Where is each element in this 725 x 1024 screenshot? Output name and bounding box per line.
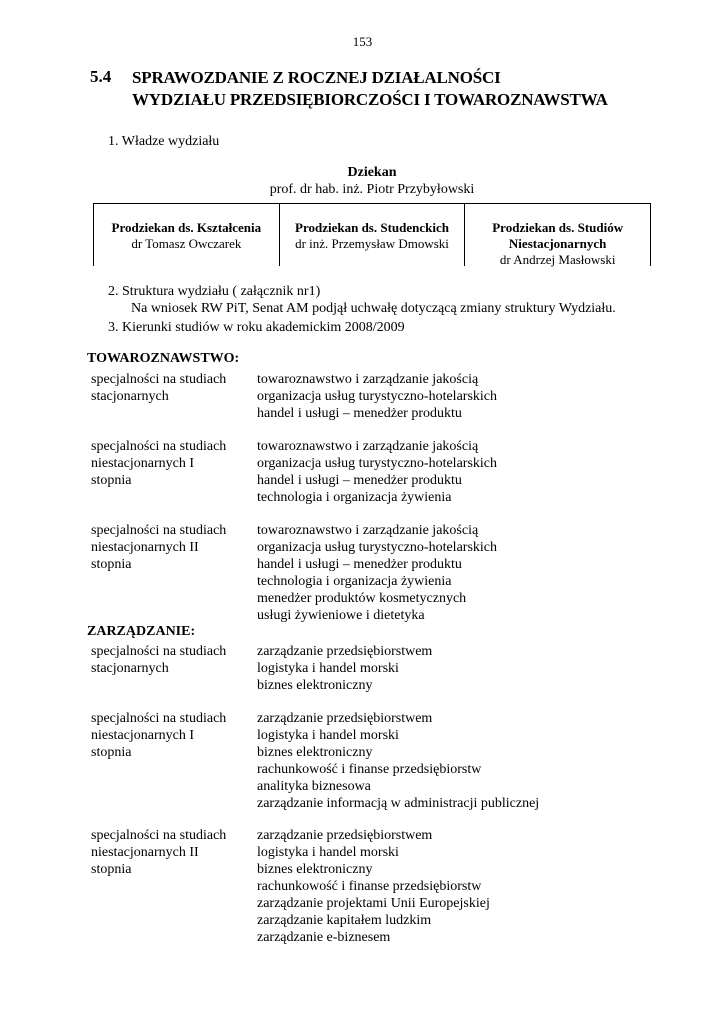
label-line: stopnia [91, 557, 132, 572]
item-2-note: Na wniosek RW PiT, Senat AM podjął uchwałę dotyczącą zmiany struktury Wydziału. [131, 301, 616, 316]
list-item: zarządzanie projektami Unii Europejskiej [257, 896, 490, 911]
label-line: stopnia [91, 473, 132, 488]
specialty-group-label [91, 710, 251, 761]
list-item: organizacja usług turystyczno-hotelarskich [257, 540, 497, 555]
vice-dean-cell [94, 204, 279, 266]
list-item: towaroznawstwo i zarządzanie jakością [257, 372, 479, 387]
vice-dean-name: dr inż. Przemysław Dmowski [295, 236, 449, 251]
specialty-list [257, 522, 497, 624]
list-item: biznes elektroniczny [257, 862, 373, 877]
list-item: zarządzanie informacją w administracji publicznej [257, 796, 540, 811]
list-item: zarządzanie przedsiębiorstwem [257, 711, 433, 726]
label-line: specjalności na studiach [91, 711, 227, 726]
list-item: handel i usługi – menedżer produktu [257, 473, 462, 488]
label-line: stopnia [91, 745, 132, 760]
label-line: specjalności na studiach [91, 644, 227, 659]
section-number: 5.4 [90, 67, 112, 86]
list-item: logistyka i handel morski [257, 728, 399, 743]
specialty-list [257, 371, 497, 422]
list-item: logistyka i handel morski [257, 661, 399, 676]
vice-dean-title: Prodziekan ds. Kształcenia [111, 220, 262, 235]
list-item: zarządzanie przedsiębiorstwem [257, 828, 433, 843]
vice-deans-table [93, 203, 651, 266]
list-item: towaroznawstwo i zarządzanie jakością [257, 523, 479, 538]
dean-title: Dziekan [347, 165, 397, 180]
vice-dean-cell [464, 204, 650, 266]
label-line: specjalności na studiach [91, 828, 227, 843]
list-item: logistyka i handel morski [257, 845, 399, 860]
specialty-group-label [91, 371, 251, 405]
vice-dean-title: Prodziekan ds. Studenckich [295, 220, 449, 235]
label-line: niestacjonarnych II [91, 845, 199, 860]
label-line: specjalności na studiach [91, 523, 227, 538]
section-title-line-1: SPRAWOZDANIE Z ROCZNEJ DZIAŁALNOŚCI [132, 68, 501, 87]
vice-dean-title: Prodziekan ds. Studiów [492, 220, 624, 235]
vice-dean-cell [279, 204, 465, 266]
specialty-group-label [91, 438, 251, 489]
label-line: stacjonarnych [91, 661, 169, 676]
list-item: technologia i organizacja żywienia [257, 574, 452, 589]
dean-block [93, 164, 651, 198]
label-line: niestacjonarnych II [91, 540, 199, 555]
list-item: zarządzanie e-biznesem [257, 930, 391, 945]
label-line: niestacjonarnych I [91, 456, 195, 471]
list-item: handel i usługi – menedżer produktu [257, 557, 462, 572]
list-item: rachunkowość i finanse przedsiębiorstw [257, 879, 482, 894]
specialty-list [257, 827, 490, 946]
section-title [132, 67, 608, 111]
specialty-list [257, 643, 432, 694]
specialty-group-label [91, 643, 251, 677]
list-item: usługi żywieniowe i dietetyka [257, 608, 425, 623]
list-item: zarządzanie kapitałem ludzkim [257, 913, 432, 928]
label-line: niestacjonarnych I [91, 728, 195, 743]
list-item: biznes elektroniczny [257, 678, 373, 693]
label-line: stacjonarnych [91, 389, 169, 404]
specialty-group-label [91, 827, 251, 878]
list-item: towaroznawstwo i zarządzanie jakością [257, 439, 479, 454]
specialty-list [257, 710, 539, 812]
dean-name: prof. dr hab. inż. Piotr Przybyłowski [269, 182, 475, 197]
section-title-line-2: WYDZIAŁU PRZEDSIĘBIORCZOŚCI I TOWAROZNAWSTWA [132, 90, 608, 109]
item-1-heading: 1. Władze wydziału [108, 134, 220, 149]
list-item: rachunkowość i finanse przedsiębiorstw [257, 762, 482, 777]
specialty-list [257, 438, 497, 506]
list-item: menedżer produktów kosmetycznych [257, 591, 467, 606]
item-2-heading: 2. Struktura wydziału ( załącznik nr1) [108, 284, 321, 299]
label-line: specjalności na studiach [91, 439, 227, 454]
label-line: specjalności na studiach [91, 372, 227, 387]
list-item: handel i usługi – menedżer produktu [257, 406, 462, 421]
list-item: biznes elektroniczny [257, 745, 373, 760]
list-item: technologia i organizacja żywienia [257, 490, 452, 505]
vice-dean-title-line-2: Niestacjonarnych [508, 236, 607, 251]
label-line: stopnia [91, 862, 132, 877]
page-number: 153 [352, 34, 373, 49]
list-item: organizacja usług turystyczno-hotelarskich [257, 389, 497, 404]
towaroznawstwo-heading: TOWAROZNAWSTWO: [87, 351, 240, 366]
list-item: zarządzanie przedsiębiorstwem [257, 644, 433, 659]
list-item: organizacja usług turystyczno-hotelarskich [257, 456, 497, 471]
vice-dean-name: dr Andrzej Masłowski [499, 252, 616, 267]
list-item: analityka biznesowa [257, 779, 371, 794]
specialty-group-label [91, 522, 251, 573]
zarzadzanie-heading: ZARZĄDZANIE: [87, 624, 196, 639]
item-3-heading: 3. Kierunki studiów w roku akademickim 2008/2009 [108, 320, 405, 335]
vice-dean-name: dr Tomasz Owczarek [131, 236, 242, 251]
